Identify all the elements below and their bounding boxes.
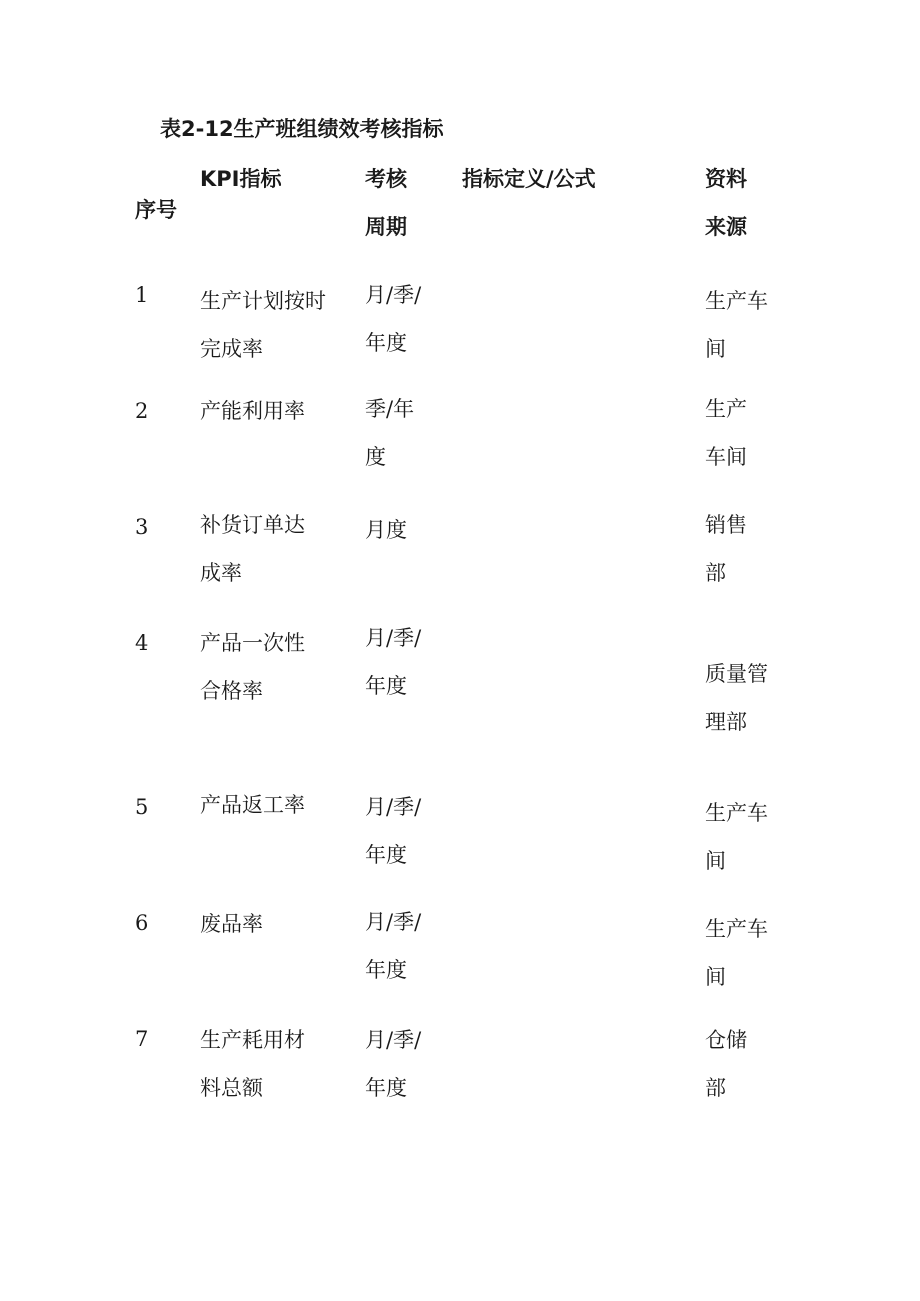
row-index: 2 [135,399,149,423]
row-kpi: 生产计划按时 完成率 [200,289,326,361]
row-source: 仓储 部 [705,1028,747,1100]
row-source: 生产车 间 [705,289,768,361]
header-index: 序号 [135,198,177,222]
row-index: 4 [135,631,149,655]
row-index: 3 [135,515,149,539]
row-kpi: 产品一次性 合格率 [200,631,305,703]
table-title: 表2-12生产班组绩效考核指标 [160,117,444,141]
row-source: 销售 部 [705,513,747,585]
row-source: 生产车 间 [705,917,768,989]
row-kpi: 生产耗用材 料总额 [200,1028,305,1100]
row-period: 月/季/ 年度 [365,910,422,982]
row-index: 1 [135,283,149,307]
row-source: 生产 车间 [705,397,747,469]
row-index: 7 [135,1027,149,1051]
header-definition: 指标定义/公式 [462,167,596,191]
row-kpi: 补货订单达 成率 [200,513,305,585]
row-source: 质量管 理部 [705,662,768,734]
row-period: 月/季/ 年度 [365,1028,422,1100]
row-source: 生产车 间 [705,801,768,873]
row-period: 季/年 度 [365,397,415,469]
header-period: 考核 周期 [365,167,407,239]
row-period: 月度 [365,518,407,542]
row-period: 月/季/ 年度 [365,283,422,355]
row-kpi: 产品返工率 [200,793,305,817]
row-period: 月/季/ 年度 [365,626,422,698]
row-kpi: 产能利用率 [200,399,305,423]
header-source: 资料 来源 [705,167,747,239]
row-period: 月/季/ 年度 [365,795,422,867]
header-kpi: KPI指标 [200,167,282,191]
row-index: 5 [135,795,149,819]
row-index: 6 [135,911,149,935]
row-kpi: 废品率 [200,912,263,936]
